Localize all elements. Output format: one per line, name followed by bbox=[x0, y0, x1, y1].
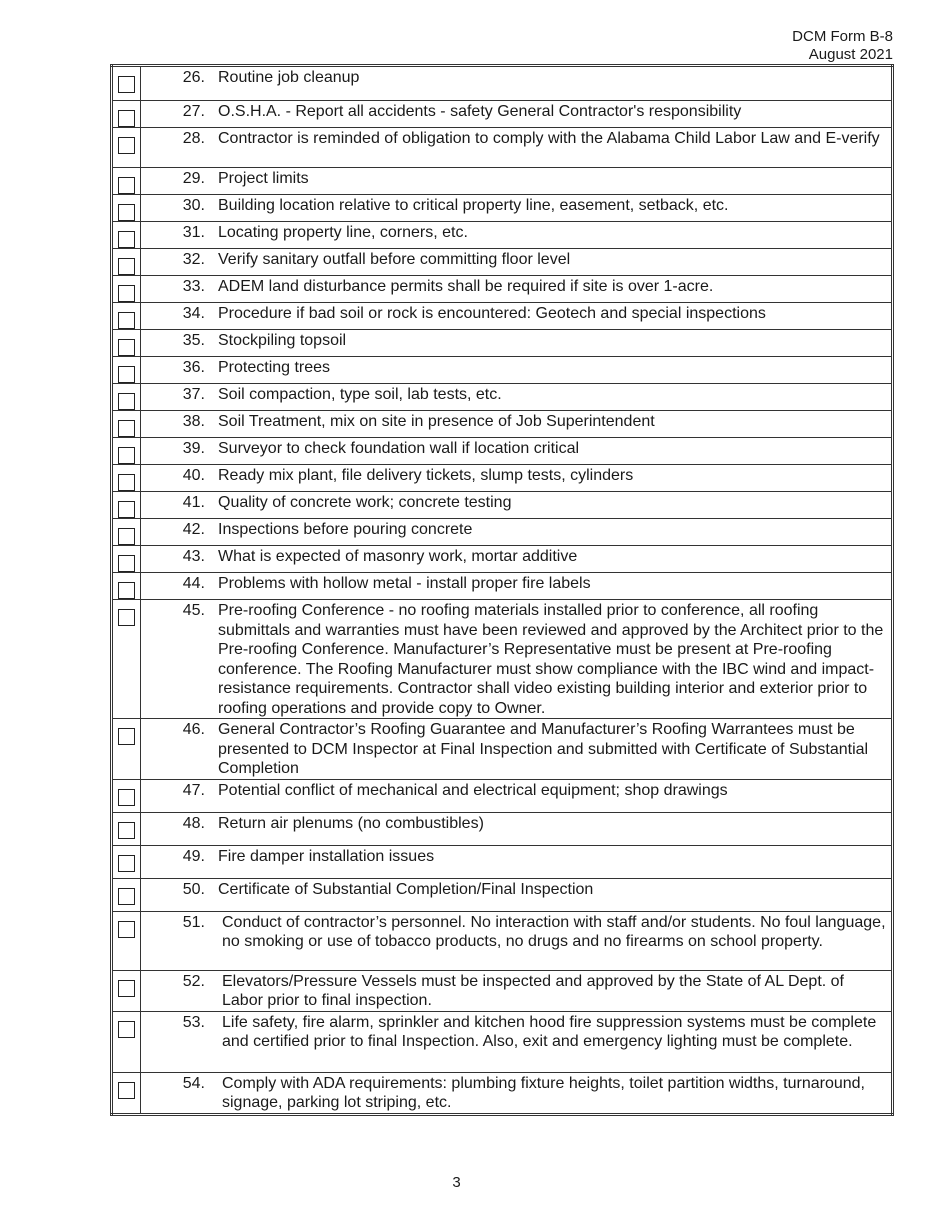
checklist-row bbox=[112, 465, 893, 492]
checkbox-cell bbox=[112, 546, 141, 573]
checklist-row bbox=[112, 330, 893, 357]
item-checkbox[interactable] bbox=[118, 728, 135, 745]
checkbox-cell bbox=[112, 168, 141, 195]
item-checkbox[interactable] bbox=[118, 110, 135, 127]
checkbox-cell bbox=[112, 719, 141, 780]
item-number: 39. bbox=[182, 440, 205, 457]
checklist-row bbox=[112, 384, 893, 411]
item-text: Conduct of contractor’s personnel. No interaction with staff and/or students. No foul language, no smoking or use of tobacco products, no drugs and no firearms on school property. bbox=[222, 913, 886, 950]
item-checkbox[interactable] bbox=[118, 1021, 135, 1038]
item-content-cell bbox=[141, 573, 893, 600]
checkbox-cell bbox=[112, 438, 141, 465]
item-content-cell bbox=[141, 779, 893, 812]
checklist-row bbox=[112, 66, 893, 101]
item-number: 54. bbox=[182, 1074, 205, 1092]
item-text: Certificate of Substantial Completion/Final Inspection bbox=[218, 880, 594, 898]
checklist-row bbox=[112, 411, 893, 438]
checklist-row bbox=[112, 1011, 893, 1072]
checklist-row bbox=[112, 970, 893, 1011]
item-number: 29. bbox=[182, 170, 205, 187]
item-text: Surveyor to check foundation wall if location critical bbox=[218, 440, 580, 457]
form-date: August 2021 bbox=[808, 46, 893, 63]
form-id: DCM Form B-8 bbox=[792, 28, 893, 45]
checkbox-cell bbox=[112, 492, 141, 519]
item-number: 31. bbox=[182, 224, 205, 241]
item-number: 52. bbox=[182, 972, 205, 990]
item-content-cell bbox=[141, 812, 893, 845]
item-text: O.S.H.A. - Report all accidents - safety General Contractor's responsibility bbox=[218, 103, 742, 120]
item-checkbox[interactable] bbox=[118, 420, 135, 437]
item-checkbox[interactable] bbox=[118, 474, 135, 491]
item-content-cell bbox=[141, 168, 893, 195]
item-content-cell bbox=[141, 249, 893, 276]
checklist-table bbox=[110, 64, 894, 1116]
checklist-row bbox=[112, 779, 893, 812]
checkbox-cell bbox=[112, 384, 141, 411]
item-checkbox[interactable] bbox=[118, 888, 135, 905]
item-content-cell bbox=[141, 222, 893, 249]
item-number: 35. bbox=[182, 332, 205, 349]
checkbox-cell bbox=[112, 128, 141, 168]
checklist-row bbox=[112, 492, 893, 519]
checklist-row bbox=[112, 878, 893, 911]
item-checkbox[interactable] bbox=[118, 921, 135, 938]
checkbox-cell bbox=[112, 195, 141, 222]
checkbox-cell bbox=[112, 411, 141, 438]
item-checkbox[interactable] bbox=[118, 822, 135, 839]
item-checkbox[interactable] bbox=[118, 312, 135, 329]
item-checkbox[interactable] bbox=[118, 855, 135, 872]
item-content-cell bbox=[141, 1011, 893, 1072]
item-text: Comply with ADA requirements: plumbing fixture heights, toilet partition widths, turnaround, signage, parking lot striping, etc. bbox=[222, 1074, 865, 1111]
item-content-cell bbox=[141, 128, 893, 168]
checkbox-cell bbox=[112, 101, 141, 128]
item-content-cell bbox=[141, 911, 893, 970]
item-number: 42. bbox=[182, 521, 205, 538]
item-checkbox[interactable] bbox=[118, 285, 135, 302]
item-content-cell bbox=[141, 411, 893, 438]
item-number: 37. bbox=[182, 386, 205, 403]
item-checkbox[interactable] bbox=[118, 76, 135, 93]
item-number: 36. bbox=[182, 359, 205, 376]
checkbox-cell bbox=[112, 66, 141, 101]
checklist-row bbox=[112, 845, 893, 878]
item-number: 30. bbox=[182, 197, 205, 214]
checklist-row bbox=[112, 195, 893, 222]
item-content-cell bbox=[141, 438, 893, 465]
item-content-cell bbox=[141, 546, 893, 573]
item-number: 53. bbox=[182, 1013, 205, 1031]
item-number: 46. bbox=[182, 721, 205, 738]
item-number: 32. bbox=[182, 251, 205, 268]
item-checkbox[interactable] bbox=[118, 582, 135, 599]
checkbox-cell bbox=[112, 249, 141, 276]
item-text: Protecting trees bbox=[218, 359, 331, 376]
item-number: 26. bbox=[182, 69, 205, 86]
item-text: Project limits bbox=[218, 170, 309, 187]
item-number: 48. bbox=[182, 814, 205, 832]
item-content-cell bbox=[141, 845, 893, 878]
checklist-row bbox=[112, 519, 893, 546]
item-number: 49. bbox=[182, 847, 205, 865]
item-content-cell bbox=[141, 878, 893, 911]
item-checkbox[interactable] bbox=[118, 555, 135, 572]
checkbox-cell bbox=[112, 779, 141, 812]
checklist-row bbox=[112, 546, 893, 573]
item-text: Inspections before pouring concrete bbox=[218, 521, 473, 538]
checklist-row bbox=[112, 276, 893, 303]
item-text: Problems with hollow metal - install proper fire labels bbox=[218, 575, 591, 592]
item-text: Life safety, fire alarm, sprinkler and kitchen hood fire suppression systems must be complete and certified prior to final Inspection. Also, exit and emergency lighting must be complete. bbox=[222, 1013, 877, 1050]
item-text: General Contractor’s Roofing Guarantee and Manufacturer’s Roofing Warrantees must be presented to DCM Inspector at Final Inspection and submitted with Certificate of Substantial Completion bbox=[218, 721, 869, 777]
item-text: Stockpiling topsoil bbox=[218, 332, 347, 349]
item-text: Soil compaction, type soil, lab tests, etc. bbox=[218, 386, 502, 403]
checkbox-cell bbox=[112, 465, 141, 492]
item-content-cell bbox=[141, 195, 893, 222]
item-number: 40. bbox=[182, 467, 205, 484]
checkbox-cell bbox=[112, 222, 141, 249]
checkbox-cell bbox=[112, 970, 141, 1011]
checklist-row bbox=[112, 812, 893, 845]
item-number: 45. bbox=[182, 602, 205, 619]
item-number: 28. bbox=[182, 130, 205, 147]
item-checkbox[interactable] bbox=[118, 1082, 135, 1099]
checkbox-cell bbox=[112, 600, 141, 719]
item-checkbox[interactable] bbox=[118, 447, 135, 464]
item-text: What is expected of masonry work, mortar additive bbox=[218, 548, 578, 565]
checklist-row bbox=[112, 438, 893, 465]
checkbox-cell bbox=[112, 845, 141, 878]
item-content-cell bbox=[141, 101, 893, 128]
checkbox-cell bbox=[112, 276, 141, 303]
item-text: Routine job cleanup bbox=[218, 69, 360, 86]
checkbox-cell bbox=[112, 878, 141, 911]
checkbox-cell bbox=[112, 1011, 141, 1072]
checklist-row bbox=[112, 128, 893, 168]
item-text: Contractor is reminded of obligation to comply with the Alabama Child Labor Law and E-verify bbox=[218, 130, 880, 147]
item-number: 44. bbox=[182, 575, 205, 592]
item-checkbox[interactable] bbox=[118, 393, 135, 410]
item-text: Locating property line, corners, etc. bbox=[218, 224, 468, 241]
checklist-row bbox=[112, 222, 893, 249]
item-checkbox[interactable] bbox=[118, 366, 135, 383]
checkbox-cell bbox=[112, 303, 141, 330]
item-text: Procedure if bad soil or rock is encountered: Geotech and special inspections bbox=[218, 305, 766, 322]
checkbox-cell bbox=[112, 357, 141, 384]
item-checkbox[interactable] bbox=[118, 231, 135, 248]
checkbox-cell bbox=[112, 330, 141, 357]
item-checkbox[interactable] bbox=[118, 137, 135, 154]
item-checkbox[interactable] bbox=[118, 980, 135, 997]
item-checkbox[interactable] bbox=[118, 609, 135, 626]
checklist-row bbox=[112, 303, 893, 330]
checklist-row bbox=[112, 573, 893, 600]
item-checkbox[interactable] bbox=[118, 177, 135, 194]
item-content-cell bbox=[141, 492, 893, 519]
item-content-cell bbox=[141, 384, 893, 411]
item-content-cell bbox=[141, 970, 893, 1011]
item-checkbox[interactable] bbox=[118, 789, 135, 806]
item-number: 43. bbox=[182, 548, 205, 565]
checklist-row bbox=[112, 1072, 893, 1114]
item-text: Ready mix plant, file delivery tickets, slump tests, cylinders bbox=[218, 467, 634, 484]
item-text: Return air plenums (no combustibles) bbox=[218, 814, 484, 832]
checkbox-cell bbox=[112, 1072, 141, 1114]
checkbox-cell bbox=[112, 519, 141, 546]
page-number: 3 bbox=[452, 1174, 461, 1191]
item-number: 47. bbox=[182, 781, 205, 799]
item-content-cell bbox=[141, 66, 893, 101]
item-text: Soil Treatment, mix on site in presence of Job Superintendent bbox=[218, 413, 655, 430]
item-content-cell bbox=[141, 357, 893, 384]
item-checkbox[interactable] bbox=[118, 204, 135, 221]
checklist-row bbox=[112, 101, 893, 128]
item-content-cell bbox=[141, 465, 893, 492]
checklist-row bbox=[112, 719, 893, 780]
item-checkbox[interactable] bbox=[118, 258, 135, 275]
item-number: 50. bbox=[182, 880, 205, 898]
item-content-cell bbox=[141, 1072, 893, 1114]
item-content-cell bbox=[141, 303, 893, 330]
form-header bbox=[792, 28, 893, 64]
item-checkbox[interactable] bbox=[118, 528, 135, 545]
checklist-row bbox=[112, 911, 893, 970]
item-checkbox[interactable] bbox=[118, 339, 135, 356]
item-text: Potential conflict of mechanical and electrical equipment; shop drawings bbox=[218, 781, 728, 799]
item-content-cell bbox=[141, 330, 893, 357]
checklist-row bbox=[112, 600, 893, 719]
checklist-row bbox=[112, 249, 893, 276]
checklist-row bbox=[112, 168, 893, 195]
item-content-cell bbox=[141, 719, 893, 780]
item-number: 38. bbox=[182, 413, 205, 430]
item-text: Pre-roofing Conference - no roofing materials installed prior to conference, all roofing submittals and warranties must have been reviewed and approved by the Architect prior to the Pre-roofing Conference. Manufacturer’s Representative must be present at Pre-roofing conference. The Roofing Manufacturer must show compliance with the IBC wind and impact-resistance requirements. Contractor shall video existing building interior and exterior prior to roofing operations and provide copy to Owner. bbox=[218, 602, 884, 717]
item-text: ADEM land disturbance permits shall be required if site is over 1-acre. bbox=[218, 278, 714, 295]
item-number: 33. bbox=[182, 278, 205, 295]
item-text: Elevators/Pressure Vessels must be inspected and approved by the State of AL Dept. of Labor prior to final inspection. bbox=[222, 972, 844, 1009]
item-number: 41. bbox=[182, 494, 205, 511]
item-content-cell bbox=[141, 276, 893, 303]
item-text: Fire damper installation issues bbox=[218, 847, 435, 865]
item-number: 34. bbox=[182, 305, 205, 322]
checkbox-cell bbox=[112, 573, 141, 600]
item-content-cell bbox=[141, 519, 893, 546]
item-number: 27. bbox=[182, 103, 205, 120]
item-text: Quality of concrete work; concrete testing bbox=[218, 494, 512, 511]
item-text: Verify sanitary outfall before committing floor level bbox=[218, 251, 571, 268]
checkbox-cell bbox=[112, 911, 141, 970]
item-text: Building location relative to critical property line, easement, setback, etc. bbox=[218, 197, 729, 214]
checkbox-cell bbox=[112, 812, 141, 845]
item-checkbox[interactable] bbox=[118, 501, 135, 518]
item-number: 51. bbox=[182, 913, 205, 931]
checklist-row bbox=[112, 357, 893, 384]
item-content-cell bbox=[141, 600, 893, 719]
